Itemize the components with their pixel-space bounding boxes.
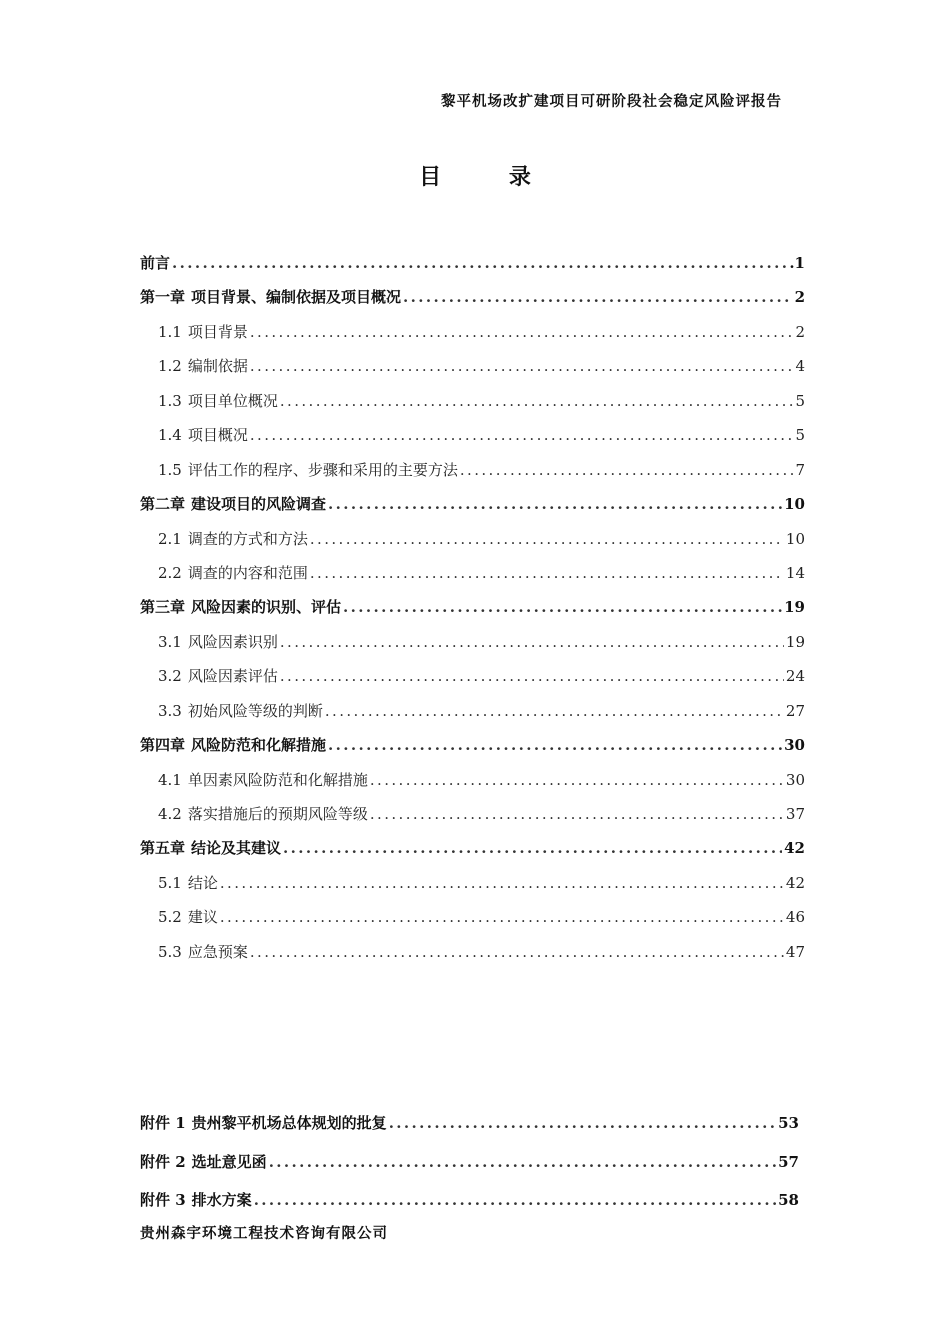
toc-entry-section-5-3[interactable] xyxy=(140,941,805,975)
toc-entry-section-4-2[interactable] xyxy=(140,803,805,837)
toc-entry-page: 47 xyxy=(785,942,805,961)
toc-entry-number: 第三章 xyxy=(140,598,186,617)
toc-leader-dots xyxy=(310,528,784,550)
toc-leader-dots xyxy=(389,1112,776,1134)
toc-entry-page: 10 xyxy=(784,495,805,514)
toc-entry-label: 风险因素的识别、评估 xyxy=(191,598,342,617)
toc-entry-page: 37 xyxy=(785,805,805,823)
toc-entry-chapter-3[interactable] xyxy=(140,596,805,630)
toc-entry-number: 1.1 xyxy=(158,322,182,341)
appendix-list xyxy=(140,1112,799,1228)
toc-entry-label: 选址意见函 xyxy=(191,1152,267,1171)
toc-entry-section-3-3[interactable] xyxy=(140,700,805,734)
toc-entry-number: 2.2 xyxy=(158,563,182,582)
toc-leader-dots xyxy=(220,872,784,894)
toc-entry-section-2-2[interactable] xyxy=(140,562,805,596)
toc-entry-label: 前言 xyxy=(140,254,171,272)
toc-entry-page: 14 xyxy=(785,563,805,582)
toc-title: 目 录 xyxy=(419,164,561,190)
toc-entry-label: 结论及其建议 xyxy=(191,839,282,858)
toc-entry-label: 调查的方式和方法 xyxy=(187,529,308,548)
toc-entry-label: 建议 xyxy=(187,908,218,927)
toc-entry-page: 30 xyxy=(784,736,805,755)
toc-entry-label: 项目概况 xyxy=(187,426,248,445)
toc-entry-label: 落实措施后的预期风险等级 xyxy=(187,805,368,823)
toc-entry-page: 4 xyxy=(795,357,805,376)
toc-leader-dots xyxy=(280,665,784,687)
toc-entry-page: 46 xyxy=(785,908,805,927)
toc-entry-label: 建设项目的风险调查 xyxy=(191,495,327,514)
page-header: 黎平机场改扩建项目可研阶段社会稳定风险评报告 xyxy=(441,93,782,110)
toc-entry-appendix-1[interactable] xyxy=(140,1112,799,1151)
page-footer: 贵州森宇环境工程技术咨询有限公司 xyxy=(140,1225,388,1242)
toc-entry-section-5-1[interactable] xyxy=(140,872,805,906)
toc-entry-label: 应急预案 xyxy=(187,942,248,961)
toc-leader-dots xyxy=(280,631,784,653)
toc-entry-section-1-2[interactable] xyxy=(140,355,805,389)
toc-leader-dots xyxy=(403,286,793,308)
toc-entry-preface[interactable] xyxy=(140,252,805,286)
toc-entry-section-5-2[interactable] xyxy=(140,906,805,940)
toc-entry-page: 27 xyxy=(785,701,805,720)
toc-entry-number: 1.5 xyxy=(158,460,182,479)
toc-leader-dots xyxy=(370,769,784,791)
toc-entry-number: 5.1 xyxy=(158,873,182,892)
toc-leader-dots xyxy=(328,493,782,515)
toc-entry-number: 第四章 xyxy=(140,736,186,755)
toc-leader-dots xyxy=(280,390,794,412)
toc-entry-number: 1.4 xyxy=(158,426,182,445)
toc-entry-page: 42 xyxy=(785,873,805,892)
toc-leader-dots xyxy=(220,906,784,928)
toc-entry-page: .1 xyxy=(789,254,805,272)
toc-entry-page: 2 xyxy=(795,322,805,341)
toc-leader-dots xyxy=(254,1189,776,1211)
toc-entry-section-4-1[interactable] xyxy=(140,769,805,803)
toc-entry-label: 排水方案 xyxy=(191,1191,252,1209)
toc-entry-label: 单因素风险防范和化解措施 xyxy=(187,770,368,789)
toc-entry-section-3-2[interactable] xyxy=(140,665,805,699)
toc-entry-page: 2 xyxy=(794,288,805,307)
toc-leader-dots xyxy=(250,941,784,963)
toc-entry-number: 4.2 xyxy=(158,805,182,823)
toc-entry-page: 30 xyxy=(785,770,805,789)
toc-entry-page: 5 xyxy=(795,426,805,445)
toc-entry-label: 贵州黎平机场总体规划的批复 xyxy=(191,1114,387,1132)
toc-entry-number: 4.1 xyxy=(158,770,182,789)
toc-entry-label: 项目背景 xyxy=(187,322,248,341)
toc-entry-number: 第二章 xyxy=(140,495,186,514)
toc-entry-label: 项目单位概况 xyxy=(187,391,278,410)
toc-entry-page: 7 xyxy=(795,460,805,479)
toc-entry-number: 5.2 xyxy=(158,908,182,927)
toc-entry-label: 结论 xyxy=(187,873,218,892)
toc-leader-dots xyxy=(283,837,782,859)
toc-entry-number: 附件 1 xyxy=(140,1114,186,1132)
toc-entry-section-1-4[interactable] xyxy=(140,424,805,458)
toc-entry-label: 编制依据 xyxy=(187,357,248,376)
toc-leader-dots xyxy=(250,355,794,377)
toc-entry-number: 3.3 xyxy=(158,701,182,720)
toc-entry-page: 42 xyxy=(784,839,805,858)
toc-entry-chapter-5[interactable] xyxy=(140,837,805,871)
toc-entry-page: 58 xyxy=(778,1191,799,1209)
toc-leader-dots xyxy=(325,700,784,722)
toc-entry-page: 19 xyxy=(785,632,805,651)
toc-entry-label: 风险因素评估 xyxy=(187,667,278,686)
toc-entry-page: 24 xyxy=(785,667,805,686)
toc-entry-section-3-1[interactable] xyxy=(140,631,805,665)
toc-entry-appendix-2[interactable] xyxy=(140,1151,799,1190)
toc-leader-dots xyxy=(250,424,794,446)
toc-entry-page: 53 xyxy=(778,1114,799,1132)
toc-entry-label: 评估工作的程序、步骤和采用的主要方法 xyxy=(187,460,458,479)
toc-entry-chapter-1[interactable] xyxy=(140,286,805,320)
toc-entry-label: 项目背景、编制依据及项目概况 xyxy=(191,288,402,307)
toc-entry-section-1-3[interactable] xyxy=(140,390,805,424)
toc-leader-dots xyxy=(269,1151,776,1173)
toc-leader-dots xyxy=(250,321,794,343)
toc-entry-label: 风险因素识别 xyxy=(187,632,278,651)
toc-entry-chapter-4[interactable] xyxy=(140,734,805,768)
toc-entry-chapter-2[interactable] xyxy=(140,493,805,527)
toc-entry-number: 3.1 xyxy=(158,632,182,651)
toc-entry-section-1-5[interactable] xyxy=(140,459,805,493)
toc-entry-label: 调查的内容和范围 xyxy=(187,563,308,582)
toc-entry-section-1-1[interactable] xyxy=(140,321,805,355)
toc-entry-page: 19 xyxy=(784,598,805,617)
toc-entry-number: 附件 2 xyxy=(140,1152,186,1171)
toc-list xyxy=(140,252,805,975)
toc-entry-page: 57 xyxy=(778,1152,799,1171)
toc-entry-number: 3.2 xyxy=(158,667,182,686)
toc-entry-label: 风险防范和化解措施 xyxy=(191,736,327,755)
toc-entry-label: 初始风险等级的判断 xyxy=(187,701,323,720)
toc-leader-dots xyxy=(328,734,782,756)
toc-entry-page: 5 xyxy=(795,391,805,410)
toc-entry-number: 1.3 xyxy=(158,391,182,410)
toc-leader-dots xyxy=(172,252,787,274)
toc-entry-number: 第一章 xyxy=(140,288,186,307)
toc-entry-number: 1.2 xyxy=(158,357,182,376)
toc-entry-number: 5.3 xyxy=(158,942,182,961)
toc-leader-dots xyxy=(310,562,784,584)
toc-entry-number: 第五章 xyxy=(140,839,186,858)
toc-entry-section-2-1[interactable] xyxy=(140,528,805,562)
toc-entry-number: 附件 3 xyxy=(140,1191,186,1209)
toc-leader-dots xyxy=(460,459,794,481)
toc-leader-dots xyxy=(370,803,784,825)
toc-leader-dots xyxy=(343,596,782,618)
toc-entry-number: 2.1 xyxy=(158,529,182,548)
toc-entry-page: 10 xyxy=(785,529,805,548)
